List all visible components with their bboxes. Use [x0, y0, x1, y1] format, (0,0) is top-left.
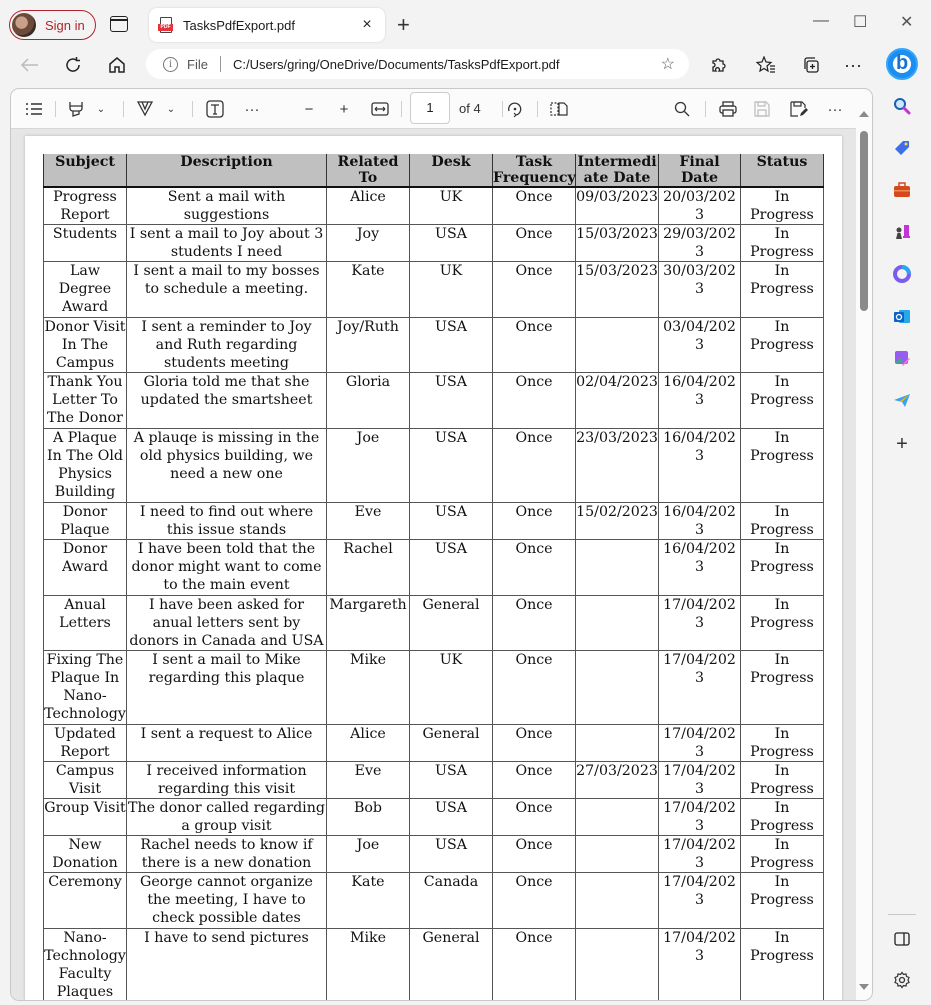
navigation-bar	[0, 46, 931, 84]
cell-task-frequency: Once	[493, 318, 576, 373]
cell-related-to: Eve	[327, 503, 410, 540]
cell-subject: Anual Letters	[44, 596, 127, 651]
cell-description: I need to find out where this issue stands	[127, 503, 327, 540]
find-icon[interactable]	[671, 98, 693, 120]
pdf-toolbar	[11, 89, 872, 129]
new-tab-button[interactable]: +	[397, 12, 410, 37]
column-header-final-date: Final Date	[659, 154, 741, 187]
vertical-scrollbar[interactable]	[856, 106, 872, 1001]
table-row	[44, 873, 824, 929]
cell-task-frequency: Once	[493, 762, 576, 799]
table-row	[44, 836, 824, 873]
cell-subject: Thank You Letter To The Donor	[44, 373, 127, 429]
maximize-button[interactable]: ☐	[853, 14, 868, 31]
cell-final-date: 17/04/2023	[659, 873, 741, 929]
cell-task-frequency: Once	[493, 651, 576, 725]
cell-description: A plauqe is missing in the old physics building, we need a new one	[127, 429, 327, 503]
table-row	[44, 725, 824, 762]
column-header-desk: Desk	[410, 154, 493, 187]
extensions-icon[interactable]	[705, 52, 731, 78]
column-header-description: Description	[127, 154, 327, 187]
cell-related-to: Mike	[327, 651, 410, 725]
cell-final-date: 17/04/2023	[659, 799, 741, 836]
cell-description: I sent a request to Alice	[127, 725, 327, 762]
cell-status: In Progress	[741, 373, 824, 429]
cell-status: In Progress	[741, 799, 824, 836]
cell-description: I sent a mail to Joy about 3 students I need	[127, 225, 327, 262]
refresh-icon[interactable]	[60, 52, 86, 78]
draw-icon[interactable]	[134, 98, 156, 120]
cell-desk: USA	[410, 799, 493, 836]
add-favorite-icon[interactable]: ☆	[660, 56, 675, 73]
cell-desk: UK	[410, 262, 493, 318]
column-header-subject: Subject	[44, 154, 127, 187]
cell-related-to: Alice	[327, 725, 410, 762]
cell-related-to: Bob	[327, 799, 410, 836]
cell-description: Rachel needs to know if there is a new donation	[127, 836, 327, 873]
cell-intermediate-date: 15/03/2023	[576, 262, 659, 318]
sidebar-drop-icon[interactable]	[890, 388, 914, 412]
cell-description: George cannot organize the meeting, I have to check possible dates	[127, 873, 327, 929]
more-tools-icon[interactable]: ···	[244, 100, 260, 118]
cell-intermediate-date	[576, 929, 659, 1002]
cell-desk: USA	[410, 429, 493, 503]
cell-status: In Progress	[741, 929, 824, 1002]
cell-final-date: 17/04/2023	[659, 596, 741, 651]
cell-task-frequency: Once	[493, 836, 576, 873]
column-header-related-to: Related To	[327, 154, 410, 187]
cell-desk: USA	[410, 762, 493, 799]
table-row	[44, 262, 824, 318]
cell-description: I sent a reminder to Joy and Ruth regarding students meeting	[127, 318, 327, 373]
cell-task-frequency: Once	[493, 503, 576, 540]
page-view-icon[interactable]	[548, 98, 570, 120]
cell-description: I have to send pictures	[127, 929, 327, 1002]
cell-related-to: Gloria	[327, 373, 410, 429]
cell-description: Gloria told me that she updated the smartsheet	[127, 373, 327, 429]
divider	[192, 101, 193, 117]
cell-description: The donor called regarding a group visit	[128, 800, 325, 834]
pdf-file-icon: PDF	[158, 17, 173, 34]
divider	[123, 101, 124, 117]
info-icon[interactable]: i	[163, 57, 178, 72]
cell-task-frequency: Once	[493, 187, 576, 225]
cell-final-date: 16/04/2023	[659, 540, 741, 596]
cell-task-frequency: Once	[493, 429, 576, 503]
cell-description: I sent a mail to Mike regarding this plaque	[127, 651, 327, 725]
sidebar-games-icon[interactable]	[890, 220, 914, 244]
tab-title: TasksPdfExport.pdf	[183, 17, 295, 33]
divider	[55, 101, 56, 117]
zoom-in-icon[interactable]: +	[339, 100, 349, 118]
cell-task-frequency: Once	[493, 873, 576, 929]
cell-subject: Updated Report	[44, 725, 127, 762]
cell-task-frequency: Once	[493, 596, 576, 651]
sidebar-tools-icon[interactable]	[890, 178, 914, 202]
cell-subject: Progress Report	[44, 187, 127, 225]
cell-related-to: Kate	[327, 262, 410, 318]
save-as-icon[interactable]	[788, 98, 810, 120]
minimize-button[interactable]: —	[813, 12, 829, 29]
cell-final-date: 16/04/2023	[659, 503, 741, 540]
cell-status: In Progress	[741, 318, 824, 373]
table-row	[44, 187, 824, 225]
more-options-icon[interactable]: ···	[827, 100, 843, 118]
cell-status: In Progress	[741, 262, 824, 318]
cell-intermediate-date	[576, 725, 659, 762]
cell-final-date: 20/03/2023	[659, 187, 741, 225]
cell-status: In Progress	[741, 596, 824, 651]
cell-final-date: 17/04/2023	[659, 836, 741, 873]
cell-intermediate-date	[576, 540, 659, 596]
cell-desk: General	[410, 725, 493, 762]
cell-status: In Progress	[741, 873, 824, 929]
cell-final-date: 30/03/2023	[659, 262, 741, 318]
cell-intermediate-date: 23/03/2023	[576, 429, 659, 503]
sidebar-shopping-icon[interactable]	[890, 136, 914, 160]
table-row	[44, 225, 824, 262]
cell-subject: Donor Visit In The Campus	[44, 319, 126, 371]
pdf-viewer[interactable]	[11, 130, 856, 1001]
cell-description: I have been told that the donor might want to come to the main event	[127, 540, 327, 596]
table-row	[44, 799, 824, 836]
cell-subject: Campus Visit	[44, 762, 127, 799]
url-text[interactable]: C:/Users/gring/OneDrive/Documents/TasksPdfExport.pdf	[232, 56, 560, 72]
divider	[537, 101, 538, 117]
cell-related-to: Alice	[327, 187, 410, 225]
cell-intermediate-date	[576, 799, 659, 836]
cell-desk: General	[410, 929, 493, 1002]
page-number-input[interactable]: 1	[410, 92, 450, 124]
cell-related-to: Joe	[327, 429, 410, 503]
divider	[502, 101, 503, 117]
cell-desk: USA	[410, 318, 493, 373]
tab-bar	[0, 0, 931, 46]
zoom-out-icon[interactable]: −	[304, 100, 314, 118]
cell-status: In Progress	[741, 225, 824, 262]
cell-subject: Students	[44, 225, 127, 262]
divider	[220, 56, 221, 72]
highlight-icon[interactable]	[65, 98, 87, 120]
cell-desk: USA	[410, 503, 493, 540]
cell-final-date: 17/04/2023	[659, 651, 741, 725]
scroll-down-arrow-icon[interactable]	[859, 984, 869, 990]
cell-desk: UK	[410, 187, 493, 225]
collections-icon[interactable]	[798, 52, 824, 78]
cell-final-date: 16/04/2023	[659, 429, 741, 503]
divider	[888, 914, 916, 915]
cell-intermediate-date	[576, 596, 659, 651]
table-row	[44, 540, 824, 596]
sidebar-add-icon[interactable]: +	[896, 432, 908, 455]
sidebar-image-creator-icon[interactable]	[890, 346, 914, 370]
close-tab-icon[interactable]: ×	[362, 16, 372, 33]
cell-status: In Progress	[741, 725, 824, 762]
cell-subject: Nano-Technology Faculty Plaques	[44, 930, 126, 1000]
fit-width-icon[interactable]	[369, 98, 391, 120]
table-row	[44, 373, 824, 429]
draw-dropdown-chevron-icon[interactable]: ⌄	[166, 103, 176, 115]
column-header-status: Status	[741, 154, 824, 187]
cell-related-to: Joy	[327, 225, 410, 262]
cell-final-date: 17/04/2023	[659, 929, 741, 1002]
pdf-page	[25, 136, 842, 1001]
tab-active[interactable]	[149, 8, 385, 42]
cell-intermediate-date: 09/03/2023	[576, 187, 659, 225]
bing-copilot-icon[interactable]	[886, 48, 918, 80]
cell-task-frequency: Once	[493, 929, 576, 1002]
table-header-row	[44, 154, 824, 187]
content-frame	[10, 88, 873, 1001]
back-arrow-icon[interactable]	[17, 52, 43, 78]
print-icon[interactable]	[717, 98, 739, 120]
cell-related-to: Margareth	[327, 596, 410, 651]
contents-list-icon[interactable]	[23, 98, 45, 120]
column-header-intermediate-date: Intermediate Date	[577, 154, 657, 186]
cell-subject: Donor Plaque	[44, 503, 127, 540]
cell-related-to: Kate	[327, 873, 410, 929]
tasks-table	[43, 154, 824, 1001]
cell-final-date: 03/04/2023	[659, 318, 741, 373]
cell-intermediate-date: 15/03/2023	[576, 225, 659, 262]
page-count-label: of 4	[459, 101, 481, 116]
table-row	[44, 318, 824, 373]
cell-final-date: 17/04/2023	[659, 725, 741, 762]
cell-related-to: Mike	[327, 929, 410, 1002]
home-icon[interactable]	[104, 52, 130, 78]
highlight-dropdown-chevron-icon[interactable]: ⌄	[96, 103, 106, 115]
cell-subject: New Donation	[44, 836, 127, 873]
cell-description: I received information regarding this visit	[127, 762, 327, 799]
cell-status: In Progress	[741, 429, 824, 503]
sign-in-label: Sign in	[45, 17, 85, 33]
cell-intermediate-date: 15/02/2023	[576, 503, 659, 540]
sidebar-search-icon[interactable]	[890, 94, 914, 118]
cell-task-frequency: Once	[493, 373, 576, 429]
cell-desk: USA	[410, 373, 493, 429]
divider	[705, 101, 706, 117]
add-text-icon[interactable]	[204, 98, 226, 120]
table-row	[44, 596, 824, 651]
cell-subject: Ceremony	[44, 873, 127, 929]
column-header-task-frequency: Task Frequency	[493, 154, 576, 186]
cell-final-date: 16/04/2023	[659, 373, 741, 429]
cell-final-date: 29/03/2023	[659, 225, 741, 262]
scrollbar-thumb[interactable]	[860, 131, 868, 311]
table-row	[44, 929, 824, 1002]
table-row	[44, 762, 824, 799]
cell-intermediate-date: 27/03/2023	[576, 762, 659, 799]
tab-actions-icon[interactable]	[110, 16, 128, 32]
cell-subject: Fixing The Plaque In Nano-Technology	[44, 651, 127, 725]
cell-subject: Group Visit	[44, 799, 127, 836]
cell-task-frequency: Once	[493, 799, 576, 836]
table-row	[44, 429, 824, 503]
scroll-up-arrow-icon[interactable]	[859, 111, 869, 117]
close-window-button[interactable]: ✕	[900, 14, 914, 31]
cell-status: In Progress	[741, 762, 824, 799]
table-row	[44, 651, 824, 725]
cell-status: In Progress	[741, 836, 824, 873]
cell-related-to: Joe	[327, 836, 410, 873]
cell-task-frequency: Once	[493, 225, 576, 262]
cell-desk: Canada	[410, 873, 493, 929]
cell-description: I sent a mail to my bosses to schedule a meeting.	[127, 262, 327, 318]
sidebar-microsoft-365-icon[interactable]	[890, 262, 914, 286]
rotate-icon[interactable]	[504, 98, 526, 120]
cell-desk: USA	[410, 540, 493, 596]
cell-status: In Progress	[741, 651, 824, 725]
cell-subject: Law Degree Award	[44, 262, 127, 318]
table-row	[44, 503, 824, 540]
cell-desk: General	[410, 596, 493, 651]
settings-gear-icon[interactable]	[890, 968, 914, 992]
cell-intermediate-date	[576, 873, 659, 929]
sign-in-button[interactable]	[9, 10, 96, 40]
cell-subject: A Plaque In The Old Physics Building	[44, 429, 127, 503]
save-icon[interactable]	[751, 98, 773, 120]
cell-intermediate-date: 02/04/2023	[576, 373, 659, 429]
cell-description: I have been asked for anual letters sent by donors in Canada and USA	[127, 596, 327, 651]
cell-task-frequency: Once	[493, 540, 576, 596]
cell-intermediate-date	[576, 836, 659, 873]
cell-task-frequency: Once	[493, 725, 576, 762]
cell-status: In Progress	[741, 503, 824, 540]
cell-task-frequency: Once	[493, 262, 576, 318]
cell-final-date: 17/04/2023	[659, 762, 741, 799]
cell-related-to: Rachel	[327, 540, 410, 596]
cell-related-to: Joy/Ruth	[327, 318, 410, 373]
cell-desk: USA	[410, 225, 493, 262]
cell-description: Sent a mail with suggestions	[127, 187, 327, 225]
cell-related-to: Eve	[327, 762, 410, 799]
avatar	[12, 13, 36, 37]
sidebar-outlook-icon[interactable]	[890, 304, 914, 328]
cell-intermediate-date	[576, 318, 659, 373]
scheme-label: File	[187, 56, 208, 72]
hide-sidebar-icon[interactable]	[890, 927, 914, 951]
divider	[401, 101, 402, 117]
cell-desk: UK	[410, 651, 493, 725]
more-menu-icon[interactable]: ···	[844, 54, 862, 75]
address-bar[interactable]	[146, 49, 689, 79]
favorites-icon[interactable]	[753, 52, 779, 78]
cell-intermediate-date	[576, 651, 659, 725]
cell-subject: Donor Award	[44, 540, 127, 596]
cell-status: In Progress	[741, 540, 824, 596]
edge-sidebar	[882, 88, 922, 1001]
cell-desk: USA	[410, 836, 493, 873]
cell-status: In Progress	[741, 187, 824, 225]
